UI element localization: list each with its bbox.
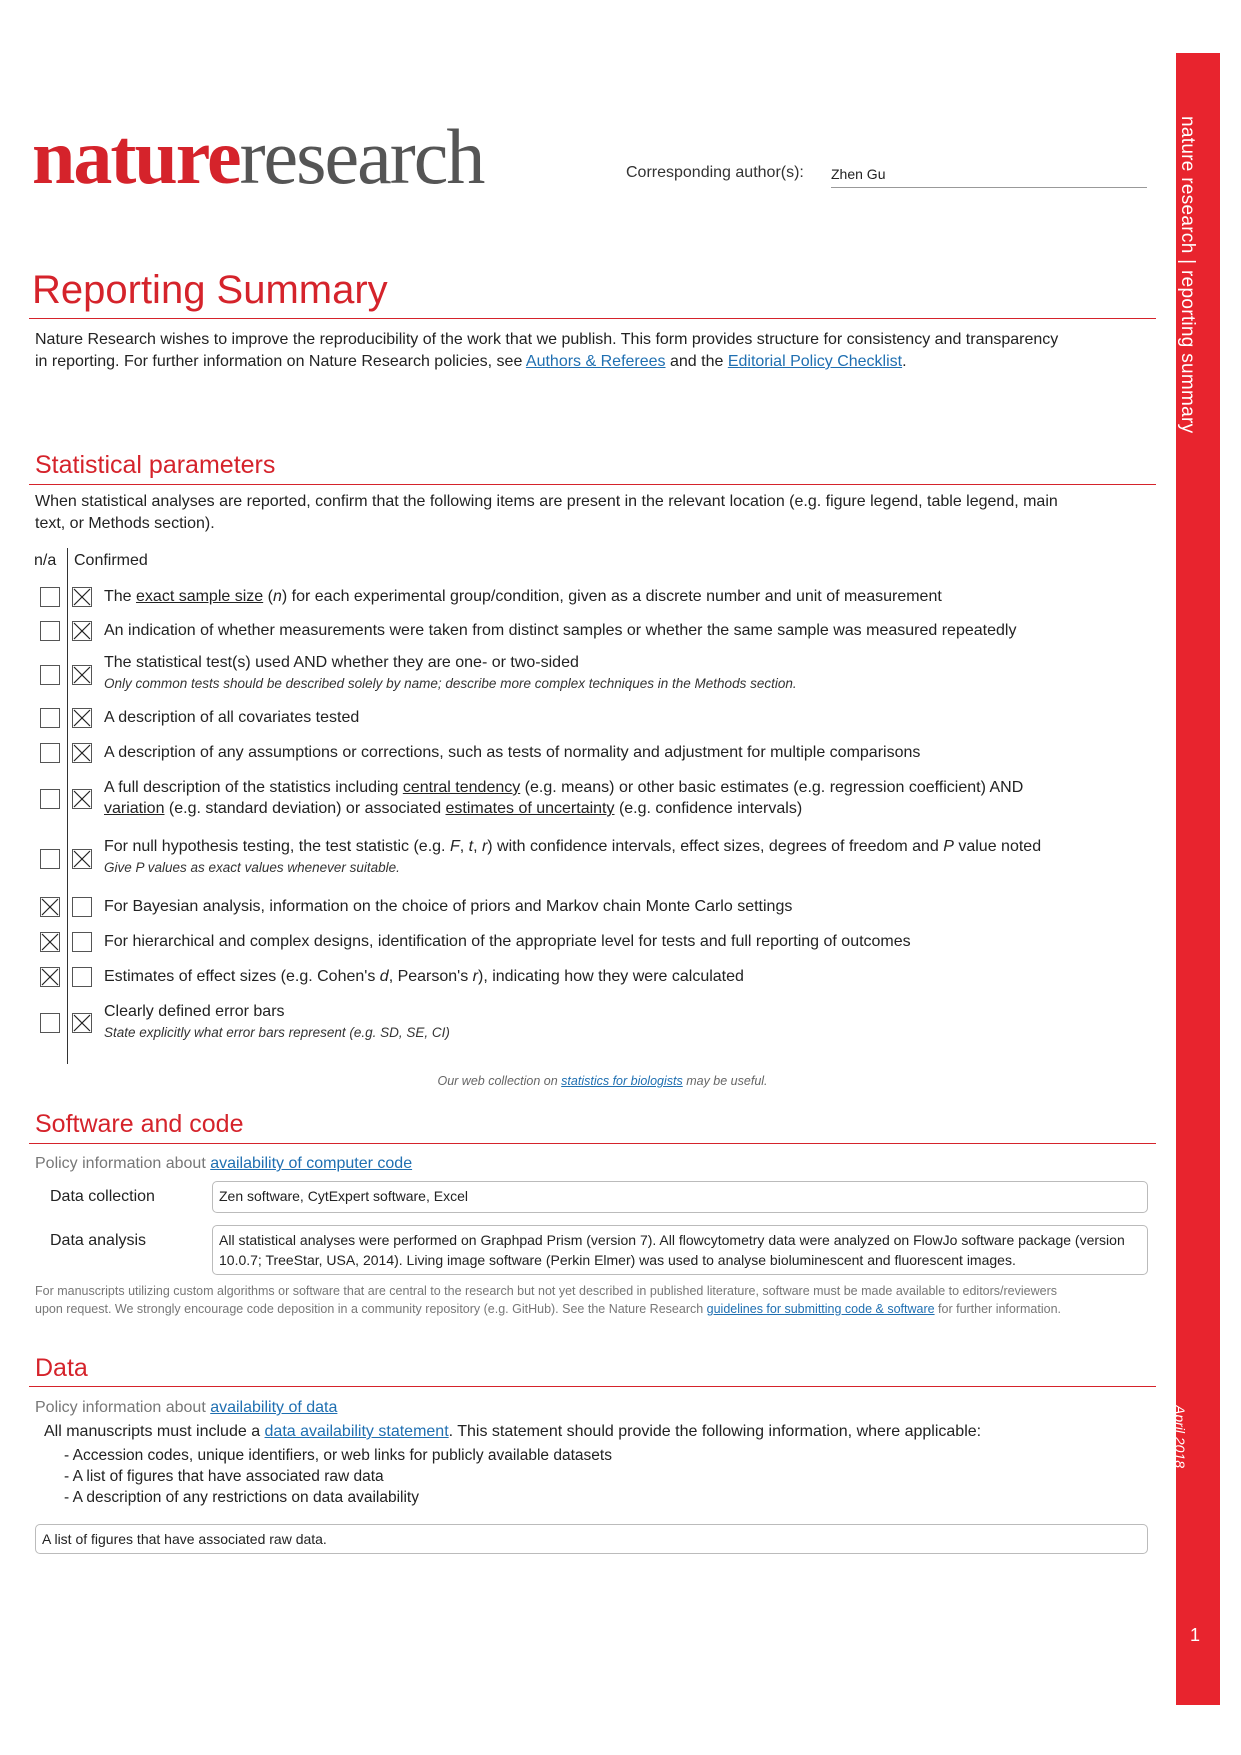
data-availability-statement-link[interactable]: data availability statement <box>264 1423 449 1440</box>
software-heading: Software and code <box>35 1110 244 1138</box>
checklist-item-text: A description of any assumptions or corrections, such as tests of normality and adjustment for multiple comparisons <box>104 744 921 761</box>
availability-of-data-link[interactable]: availability of data <box>210 1399 338 1416</box>
cross-mark-icon <box>73 790 91 808</box>
corresponding-author-field[interactable]: Zhen Gu <box>831 164 1147 188</box>
cross-mark-icon <box>73 622 91 640</box>
confirmed-column-header: Confirmed <box>74 552 148 569</box>
statistics-for-biologists-link[interactable]: statistics for biologists <box>561 1074 683 1088</box>
checklist-item-text: For hierarchical and complex designs, identification of the appropriate level for tests and full reporting of outcomes <box>104 933 911 950</box>
logo-part-nature: nature <box>32 113 240 200</box>
authors-referees-link[interactable]: Authors & Referees <box>525 353 666 370</box>
na-checkbox[interactable] <box>40 849 60 869</box>
page-title: Reporting Summary <box>32 268 388 312</box>
checklist-item-text: The statistical test(s) used AND whether they are one- or two-sided Only common tests should be described solely by name; describe more complex techniques in the Methods section. <box>104 654 797 691</box>
code-guidelines-link[interactable]: guidelines for submitting code & software <box>706 1302 935 1316</box>
confirmed-checkbox[interactable] <box>72 708 92 728</box>
confirmed-checkbox[interactable] <box>72 932 92 952</box>
confirmed-checkbox[interactable] <box>72 849 92 869</box>
nature-research-logo <box>32 113 484 200</box>
data-analysis-field[interactable]: All statistical analyses were performed on Graphpad Prism (version 7). All flowcytometry data were analyzed on FlowJo software package (version 10.0.7; TreeStar, USA, 2014). Living image software (Perkin Elmer) was used to analyse bioluminescent and fluorescent images. <box>212 1225 1148 1275</box>
cross-mark-icon <box>73 1014 91 1032</box>
data-collection-label: Data collection <box>50 1188 155 1205</box>
software-note: For manuscripts utilizing custom algorithms or software that are central to the research but not yet described in published literature, software must be made available to editors/reviewers upon request. We strongly encourage code deposition in a community repository (e.g. GitHub). See the Nature Research guidelines for submitting code & software for further information. <box>35 1284 1062 1316</box>
data-bullet: - A description of any restrictions on data availability <box>64 1489 419 1506</box>
checklist-item-text: Estimates of effect sizes (e.g. Cohen's d, Pearson's r), indicating how they were calculated <box>104 968 744 985</box>
na-checkbox[interactable] <box>40 932 60 952</box>
checklist-column-divider <box>67 548 68 1064</box>
cross-mark-icon <box>73 666 91 684</box>
cross-mark-icon <box>41 898 59 916</box>
software-divider <box>29 1143 1156 1144</box>
na-checkbox[interactable] <box>40 967 60 987</box>
band-date: April 2018 <box>1172 1405 1188 1469</box>
na-checkbox[interactable] <box>40 1013 60 1033</box>
availability-of-code-link[interactable]: availability of computer code <box>210 1155 413 1172</box>
stats-intro: When statistical analyses are reported, confirm that the following items are present in the relevant location (e.g. figure legend, table legend, main text, or Methods section). <box>35 493 1058 532</box>
checklist-item-text: The exact sample size (n) for each experimental group/condition, given as a discrete number and unit of measurement <box>104 588 942 605</box>
data-bullet: - Accession codes, unique identifiers, or web links for publicly available datasets <box>64 1447 612 1464</box>
checklist-item-text: For Bayesian analysis, information on the choice of priors and Markov chain Monte Carlo settings <box>104 898 793 915</box>
confirmed-checkbox[interactable] <box>72 967 92 987</box>
data-heading: Data <box>35 1354 88 1382</box>
band-title: nature research | reporting summary <box>1177 116 1198 434</box>
confirmed-checkbox[interactable] <box>72 743 92 763</box>
cross-mark-icon <box>73 709 91 727</box>
stats-divider <box>29 484 1156 485</box>
cross-mark-icon <box>73 744 91 762</box>
cross-mark-icon <box>41 968 59 986</box>
checklist-item-text: Clearly defined error bars State explicitly what error bars represent (e.g. SD, SE, CI) <box>104 1003 450 1040</box>
data-analysis-label: Data analysis <box>50 1232 147 1249</box>
confirmed-checkbox[interactable] <box>72 789 92 809</box>
checklist-item-text: A description of all covariates tested <box>104 709 360 726</box>
checklist-item-text: A full description of the statistics including central tendency (e.g. means) or other basic estimates (e.g. regression coefficient) AND variation (e.g. standard deviation) or associated estimates of uncertainty (e.g. confidence intervals) <box>104 779 1024 817</box>
na-column-header: n/a <box>34 552 57 569</box>
web-collection-note: Our web collection on statistics for biologists may be useful. <box>437 1074 768 1088</box>
logo-part-research: research <box>239 113 484 200</box>
cross-mark-icon <box>73 588 91 606</box>
confirmed-checkbox[interactable] <box>72 665 92 685</box>
page-number: 1 <box>1190 1625 1201 1645</box>
data-bullet: - A list of figures that have associated raw data <box>64 1468 384 1485</box>
intro-line-1: Nature Research wishes to improve the reproducibility of the work that we publish. This form provides structure for consistency and transparency <box>35 331 1059 348</box>
data-policy: Policy information about availability of data <box>35 1399 338 1416</box>
data-statement-intro: All manuscripts must include a data availability statement. This statement should provide the following information, where applicable: <box>44 1423 982 1440</box>
na-checkbox[interactable] <box>40 897 60 917</box>
data-divider <box>29 1386 1156 1387</box>
na-checkbox[interactable] <box>40 621 60 641</box>
corresponding-author-label: Corresponding author(s): <box>626 164 804 181</box>
na-checkbox[interactable] <box>40 587 60 607</box>
na-checkbox[interactable] <box>40 789 60 809</box>
confirmed-checkbox[interactable] <box>72 621 92 641</box>
na-checkbox[interactable] <box>40 665 60 685</box>
confirmed-checkbox[interactable] <box>72 587 92 607</box>
checklist-item-text: For null hypothesis testing, the test statistic (e.g. F, t, r) with confidence intervals, effect sizes, degrees of freedom and P value noted Give P values as exact values whenever suitable. <box>104 838 1042 875</box>
confirmed-checkbox[interactable] <box>72 897 92 917</box>
checklist-item-text: An indication of whether measurements were taken from distinct samples or whether the same sample was measured repeatedly <box>104 622 1017 639</box>
intro-paragraph <box>35 329 1165 373</box>
software-policy: Policy information about availability of computer code <box>35 1155 413 1172</box>
editorial-policy-link[interactable]: Editorial Policy Checklist <box>727 353 903 370</box>
confirmed-checkbox[interactable] <box>72 1013 92 1033</box>
stats-heading: Statistical parameters <box>35 451 276 479</box>
data-collection-field[interactable]: Zen software, CytExpert software, Excel <box>212 1181 1148 1213</box>
intro-line-2: in reporting. For further information on Nature Research policies, see Authors & Referees and the Editorial Policy Checklist. <box>35 353 907 370</box>
data-availability-field[interactable]: A list of figures that have associated raw data. <box>35 1524 1148 1554</box>
na-checkbox[interactable] <box>40 708 60 728</box>
na-checkbox[interactable] <box>40 743 60 763</box>
cross-mark-icon <box>41 933 59 951</box>
title-divider <box>29 318 1156 319</box>
cross-mark-icon <box>73 850 91 868</box>
